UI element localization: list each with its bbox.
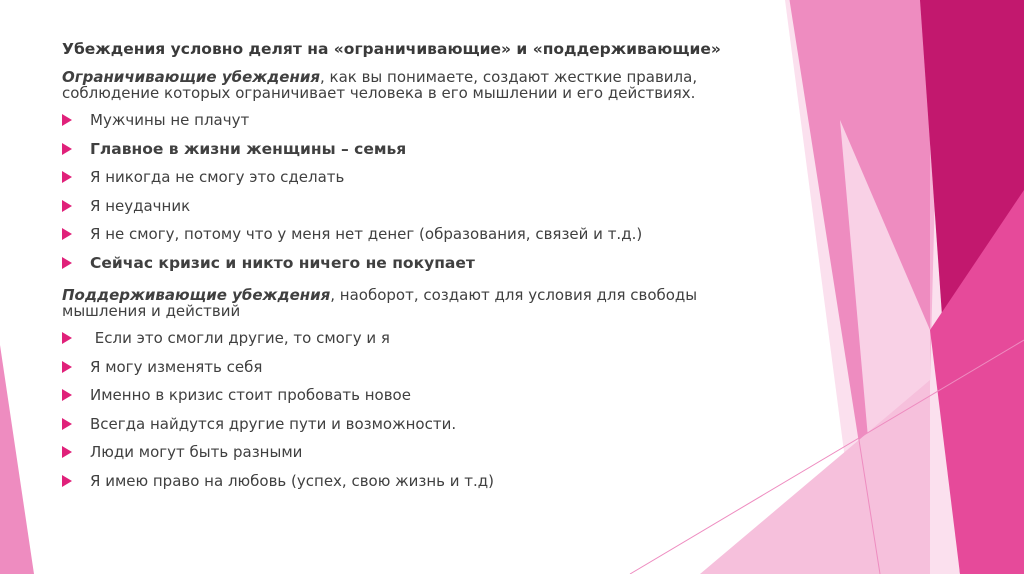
list-item: Если это смогли другие, то смогу и я [62,328,752,357]
slide-content [62,40,752,505]
limiting-text: , как вы понимаете, создают жесткие правила, соблюдение которых ограничивает человека в его мышлении и его действиях. [62,68,698,102]
supporting-list [62,328,752,499]
bullet-arrow-icon [62,446,72,458]
list-item: Я могу изменять себя [62,357,752,386]
list-item: Главное в жизни женщины – семья [62,139,752,168]
bullet-arrow-icon [62,389,72,401]
bullet-arrow-icon [62,475,72,487]
supporting-paragraph [62,287,752,319]
bullet-arrow-icon [62,200,72,212]
bullet-arrow-icon [62,114,72,126]
supporting-term: Поддерживающие убеждения [62,286,331,304]
list-item: Люди могут быть разными [62,442,752,471]
list-item: Я никогда не смогу это сделать [62,167,752,196]
bullet-arrow-icon [62,361,72,373]
list-item: Всегда найдутся другие пути и возможности. [62,414,752,443]
left-edge-shape [0,345,34,574]
list-item: Я неудачник [62,196,752,225]
list-item: Именно в кризис стоит пробовать новое [62,385,752,414]
bullet-arrow-icon [62,418,72,430]
limiting-list [62,110,752,281]
list-item: Я не смогу, потому что у меня нет денег (образования, связей и т.д.) [62,224,752,253]
limiting-paragraph [62,69,752,101]
supporting-text: , наоборот, создают для условия для свободы мышления и действий [62,286,698,320]
bullet-arrow-icon [62,143,72,155]
limiting-term: Ограничивающие убеждения [62,68,320,86]
list-item: Я имею право на любовь (успех, свою жизнь и т.д) [62,471,752,500]
slide-heading: Убеждения условно делят на «ограничивающие» и «поддерживающие» [62,40,721,58]
list-item: Сейчас кризис и никто ничего не покупает [62,253,752,282]
bullet-arrow-icon [62,171,72,183]
list-item: Мужчины не плачут [62,110,752,139]
bullet-arrow-icon [62,332,72,344]
bullet-arrow-icon [62,228,72,240]
bullet-arrow-icon [62,257,72,269]
